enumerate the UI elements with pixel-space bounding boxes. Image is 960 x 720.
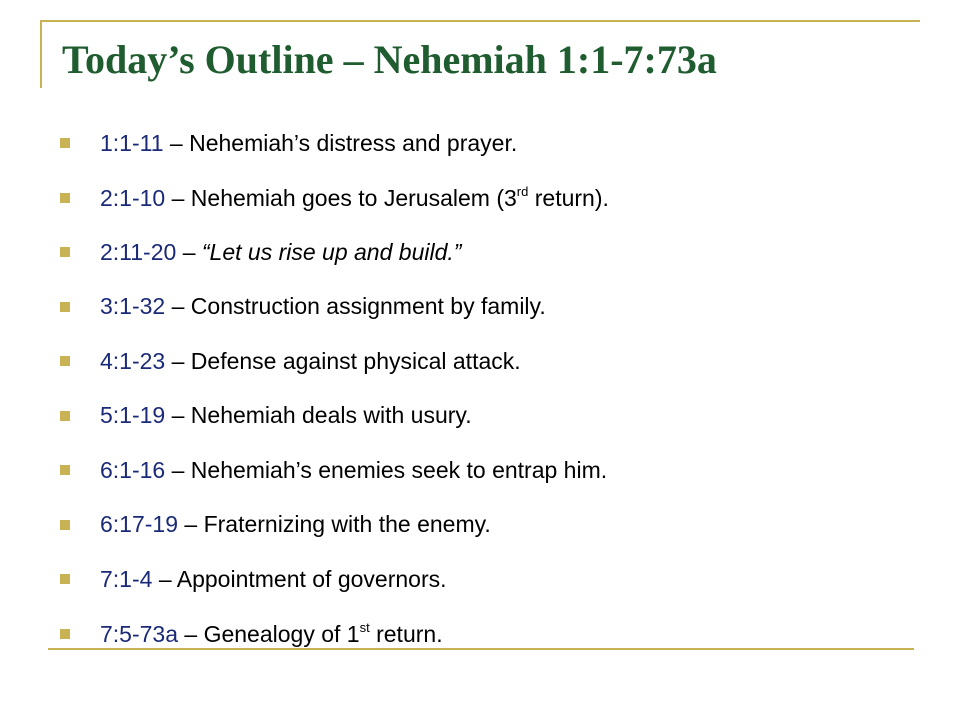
- square-bullet-icon: [60, 356, 70, 366]
- square-bullet-icon: [60, 193, 70, 203]
- list-item: [60, 552, 920, 607]
- item-text: [60, 184, 609, 212]
- square-bullet-icon: [60, 247, 70, 257]
- item-reference: 5:1-19: [100, 402, 166, 429]
- item-description-end: return).: [528, 184, 609, 211]
- item-quote: “Let us rise up and build.”: [201, 238, 462, 265]
- item-reference: 2:11-20: [100, 238, 177, 265]
- item-description: – Nehemiah’s distress and prayer.: [163, 129, 518, 156]
- item-superscript: rd: [516, 183, 529, 199]
- list-item: [60, 225, 920, 280]
- item-text: [60, 457, 607, 484]
- list-item: [60, 334, 920, 389]
- square-bullet-icon: [60, 629, 70, 639]
- item-description: – Appointment of governors.: [152, 565, 447, 592]
- square-bullet-icon: [60, 411, 70, 421]
- item-description: – Genealogy of 1: [178, 620, 360, 647]
- item-description: – Defense against physical attack.: [165, 347, 521, 374]
- list-item: [60, 171, 920, 226]
- item-reference: 7:1-4: [100, 565, 153, 592]
- item-text: [60, 130, 517, 157]
- item-reference: 3:1-32: [100, 293, 166, 320]
- item-text: [60, 566, 447, 593]
- list-item: [60, 389, 920, 444]
- square-bullet-icon: [60, 465, 70, 475]
- item-reference: 4:1-23: [100, 347, 166, 374]
- item-text: [60, 348, 521, 375]
- item-description: –: [176, 238, 202, 265]
- outline-list: [60, 116, 920, 661]
- item-text: [60, 511, 491, 538]
- item-description: – Nehemiah deals with usury.: [165, 402, 472, 429]
- square-bullet-icon: [60, 574, 70, 584]
- item-text: [60, 402, 472, 429]
- left-rule: [40, 20, 42, 88]
- item-reference: 2:1-10: [100, 184, 166, 211]
- item-description: – Construction assignment by family.: [165, 293, 546, 320]
- list-item: [60, 443, 920, 498]
- top-rule: [40, 20, 920, 22]
- list-item: [60, 280, 920, 335]
- item-description: – Nehemiah goes to Jerusalem (3: [165, 184, 517, 211]
- item-reference: 7:5-73a: [100, 620, 179, 647]
- item-description-end: return.: [369, 620, 443, 647]
- item-reference: 1:1-11: [100, 129, 164, 156]
- list-item: [60, 116, 920, 171]
- item-reference: 6:17-19: [100, 511, 179, 538]
- square-bullet-icon: [60, 302, 70, 312]
- item-description: – Nehemiah’s enemies seek to entrap him.: [165, 456, 608, 483]
- square-bullet-icon: [60, 520, 70, 530]
- item-text: [60, 620, 443, 648]
- item-text: [60, 239, 461, 266]
- square-bullet-icon: [60, 138, 70, 148]
- slide-title: Today’s Outline – Nehemiah 1:1-7:73a: [62, 37, 717, 82]
- list-item: [60, 498, 920, 553]
- list-item: [60, 607, 920, 662]
- item-superscript: st: [359, 619, 370, 635]
- item-text: [60, 293, 546, 320]
- item-description: – Fraternizing with the enemy.: [178, 511, 491, 538]
- item-reference: 6:1-16: [100, 456, 166, 483]
